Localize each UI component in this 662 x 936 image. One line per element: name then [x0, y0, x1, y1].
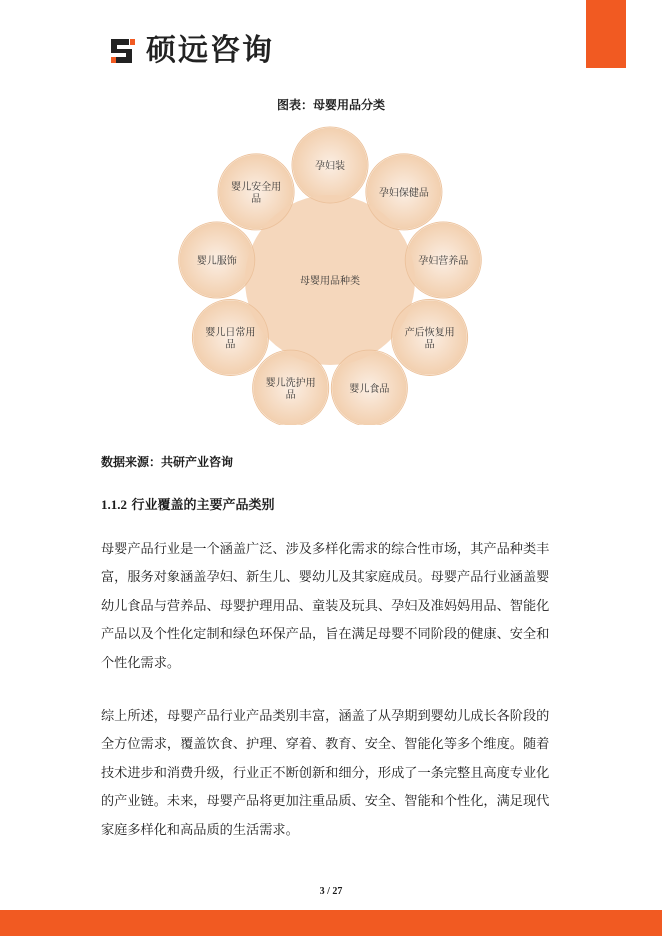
petal-label: 品	[251, 193, 262, 205]
petal-label: 品	[225, 339, 236, 351]
s-mark-icon	[108, 36, 138, 66]
data-source: 数据来源：共研产业咨询	[101, 455, 234, 469]
footer-bar	[0, 910, 662, 936]
section-heading	[101, 494, 275, 513]
petal-label: 品	[285, 390, 296, 402]
product-category-diagram	[150, 125, 510, 425]
corner-accent-block	[586, 0, 626, 68]
paragraph-2: 综上所述，母婴产品行业产品类别丰富，涵盖了从孕期到婴幼儿成长各阶段的全方位需求，覆盖饮食、护理、穿着、教育、安全、智能化等多个维度。随着技术进步和消费升级，行业正不断创新和细分，形成了一条完整且高度专业化的产业链。未来，母婴产品将更加注重品质、安全、智能和个性化，满足现代家庭多样化和高品质的生活需求。	[101, 709, 550, 838]
petal-label: 婴儿日常用	[205, 327, 256, 339]
petal-label: 孕妇保健品	[378, 187, 429, 199]
brand-logo	[108, 33, 274, 68]
petal-label: 婴儿服饰	[196, 256, 237, 268]
figure-title: 图表：母婴用品分类	[276, 98, 385, 112]
petal-label: 品	[424, 339, 435, 351]
petal-label: 孕妇装	[315, 161, 345, 172]
petal-label: 婴儿洗护用	[265, 378, 316, 390]
petal-label: 产后恢复用	[404, 327, 455, 339]
section-title: 行业覆盖的主要产品类别	[131, 498, 275, 513]
section-number: 1.1.2	[101, 497, 127, 512]
paragraph-1: 母婴产品行业是一个涵盖广泛、涉及多样化需求的综合性市场，其产品种类丰富，服务对象涵盖孕妇、新生儿、婴幼儿及其家庭成员。母婴产品行业涵盖婴幼儿食品与营养品、母婴护理用品、童装及玩具、孕妇及准妈妈用品、智能化产品以及个性化定制和绿色环保产品，旨在满足母婴不同阶段的健康、安全和个性化需求。	[101, 542, 550, 671]
petal-label: 孕妇营养品	[418, 256, 469, 268]
petal-label: 婴儿安全用	[231, 181, 282, 193]
petal-label: 婴儿食品	[349, 384, 390, 396]
brand-name: 硕远咨询	[146, 33, 274, 68]
page-number: 3 / 27	[319, 886, 343, 897]
center-label: 母婴用品种类	[300, 276, 360, 287]
